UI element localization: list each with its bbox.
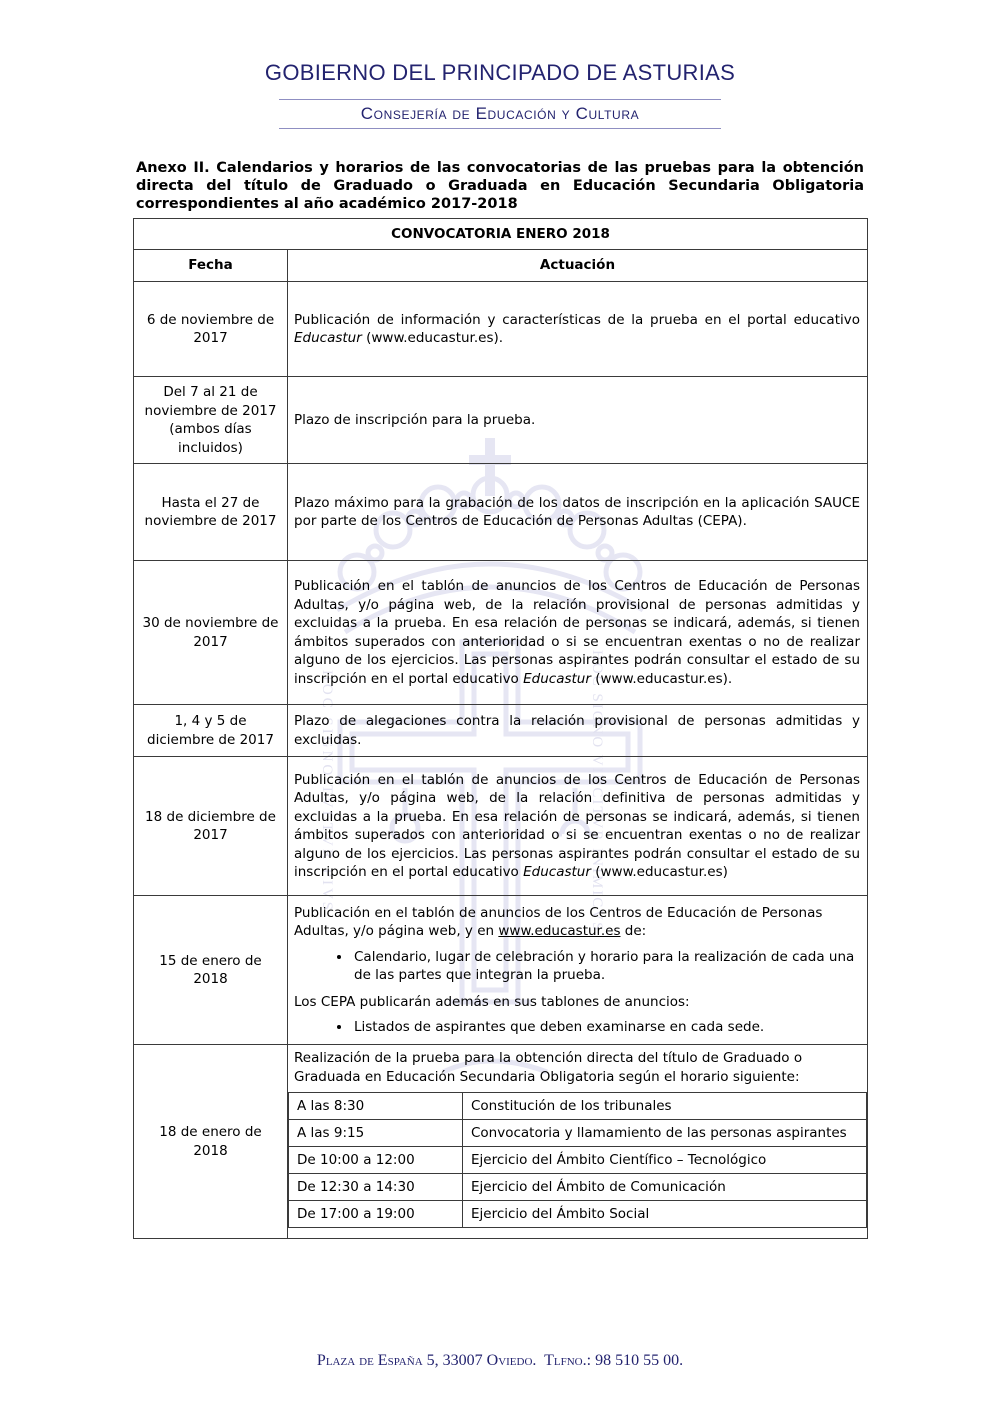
bullet-item (352, 948, 860, 985)
schedule-row (289, 1147, 867, 1174)
table-row (134, 377, 868, 464)
schedule-activity-cell: Convocatoria y llamamiento de las personas aspirantes (463, 1120, 867, 1147)
text-segment: Los CEPA publicarán además en sus tablones de anuncios: (294, 993, 690, 1010)
text-segment: Publicación en el tablón de anuncios de los Centros de Educación de Personas Adultas, y/o página web, de la relación provisional de personas admitidas y excluidas a la prueba. En esa relación de personas se indicará, además, si tienen ámbitos superados con anterioridad o si se encuentran exentas o no de realizar alguno de los ejercicios. Las personas aspirantes podrán consultar el estado de su inscripción en el portal educativo (294, 578, 860, 687)
schedule-activity-cell: Ejercicio del Ámbito Social (463, 1201, 867, 1228)
convocatoria-table (133, 218, 868, 1239)
schedule-activity-cell: Ejercicio del Ámbito Científico – Tecnológico (463, 1147, 867, 1174)
bullet-list (294, 1018, 860, 1037)
watermark-right-motto: HOC SIGNO VINCITVR INIMICVS (589, 650, 605, 933)
paragraph (294, 771, 860, 882)
bullet-list (294, 948, 860, 985)
paragraph (294, 904, 860, 941)
schedule-time-cell: De 10:00 a 12:00 (289, 1147, 463, 1174)
table-row (134, 561, 868, 705)
text-segment: Educastur (294, 330, 362, 346)
table-row (134, 705, 868, 757)
letterhead-rule-bottom (279, 128, 721, 129)
fecha-cell: 18 de diciembre de 2017 (134, 757, 288, 896)
table-row (134, 757, 868, 896)
text-segment: Educastur (523, 670, 591, 687)
text-segment: Plazo de alegaciones contra la relación provisional de personas admitidas y excluidas. (294, 713, 860, 748)
text-segment: Publicación en el tablón de anuncios de los Centros de Educación de Personas Adultas, y/o página web, de la relación definitiva de personas admitidas y excluidas a la prueba. En esa relación de personas se indicará, además, si tienen ámbitos superados con anterioridad o si se encuentran exentas o no de realizar alguno de los ejercicios. Las personas aspirantes podrán consultar el estado de su inscripción en el portal educativo (294, 771, 860, 880)
department-title: Consejería de Educación y Cultura (360, 104, 640, 123)
schedule-table (288, 1092, 867, 1228)
table-title: CONVOCATORIA ENERO 2018 (134, 219, 868, 250)
fecha-cell: 18 de enero de 2018 (134, 1045, 288, 1239)
actuacion-cell (288, 377, 868, 464)
table-row (134, 896, 868, 1045)
text-segment: (www.educastur.es). (361, 330, 504, 346)
fecha-cell: Del 7 al 21 de noviembre de 2017 (ambos días incluidos) (134, 377, 288, 464)
paragraph (294, 411, 860, 430)
text-segment: de: (620, 923, 647, 939)
text-segment: Publicación en el tablón de anuncios de los Centros de Educación de Personas Adultas, y/o página web, y en (294, 904, 823, 939)
text-segment: Realización de la prueba para la obtención directa del título de Graduado o Graduada en Educación Secundaria Obligatoria según el horario siguiente: (294, 1050, 803, 1085)
actuacion-cell (288, 1045, 868, 1239)
paragraph (288, 1045, 867, 1088)
text-segment: (www.educastur.es). (590, 670, 733, 687)
table-row (134, 1045, 868, 1239)
schedule-time-cell: A las 9:15 (289, 1120, 463, 1147)
footer-address: Plaza de España 5, 33007 Oviedo. Tlfno.: 98 510 55 00. (316, 1352, 684, 1369)
fecha-cell: 15 de enero de 2018 (134, 896, 288, 1045)
government-title: GOBIERNO DEL PRINCIPADO DE ASTURIAS (264, 60, 736, 85)
table-row (134, 282, 868, 377)
column-header-fecha: Fecha (134, 250, 288, 282)
schedule-time-cell: De 17:00 a 19:00 (289, 1201, 463, 1228)
text-segment: Educastur (523, 864, 591, 880)
paragraph (294, 311, 860, 348)
bullet-item (352, 1018, 860, 1037)
schedule-activity-cell: Ejercicio del Ámbito de Comunicación (463, 1174, 867, 1201)
actuacion-cell (288, 705, 868, 757)
letterhead-rule-top (279, 99, 721, 100)
actuacion-cell (288, 561, 868, 705)
paragraph (294, 494, 860, 531)
paragraph (294, 577, 860, 688)
schedule-activity-cell: Constitución de los tribunales (463, 1093, 867, 1120)
table-body (134, 282, 868, 1239)
table-row (134, 464, 868, 561)
actuacion-cell (288, 757, 868, 896)
column-header-actuacion: Actuación (288, 250, 868, 282)
actuacion-cell (288, 896, 868, 1045)
paragraph (294, 712, 860, 749)
fecha-cell: 6 de noviembre de 2017 (134, 282, 288, 377)
schedule-row (289, 1174, 867, 1201)
text-segment: Plazo máximo para la grabación de los datos de inscripción en la aplicación SAUCE por parte de los Centros de Educación de Personas Adultas (CEPA). (294, 494, 860, 529)
watermark-left-motto: HOC SIGNO TVETVR PIVS (319, 670, 335, 914)
text-segment: Publicación de información y características de la prueba en el portal educativo (294, 311, 860, 328)
schedule-time-cell: De 12:30 a 14:30 (289, 1174, 463, 1201)
fecha-cell: Hasta el 27 de noviembre de 2017 (134, 464, 288, 561)
letterhead (0, 0, 1000, 129)
schedule-row (289, 1201, 867, 1228)
table-header-row (134, 250, 868, 282)
schedule-row (289, 1120, 867, 1147)
document-title: Anexo II. Calendarios y horarios de las convocatorias de las pruebas para la obtención directa del título de Graduado o Graduada en Educación Secundaria Obligatoria correspondientes al año académico 2017-2018 (136, 160, 864, 212)
table-title-row (134, 219, 868, 250)
text-segment: (www.educastur.es) (590, 864, 728, 880)
fecha-cell: 30 de noviembre de 2017 (134, 561, 288, 705)
actuacion-cell (288, 464, 868, 561)
text-segment: Calendario, lugar de celebración y horario para la realización de cada una de las partes que integran la prueba. (354, 948, 855, 983)
educastur-link[interactable]: www.educastur.es (498, 923, 621, 939)
paragraph (294, 993, 860, 1012)
text-segment: Plazo de inscripción para la prueba. (294, 411, 536, 428)
text-segment: Listados de aspirantes que deben examinarse en cada sede. (354, 1019, 765, 1035)
schedule-time-cell: A las 8:30 (289, 1093, 463, 1120)
schedule-row (289, 1093, 867, 1120)
actuacion-cell (288, 282, 868, 377)
fecha-cell: 1, 4 y 5 de diciembre de 2017 (134, 705, 288, 757)
